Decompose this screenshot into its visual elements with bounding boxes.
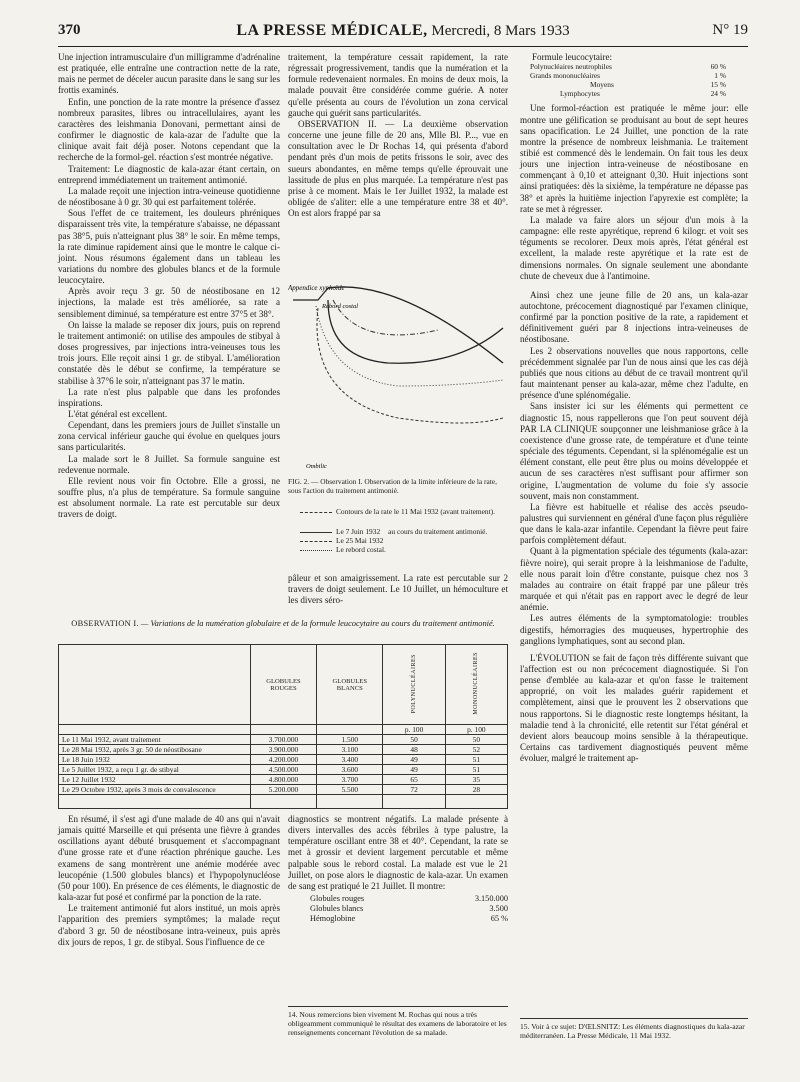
table-corner	[59, 645, 251, 725]
table-cell: 3.400	[317, 755, 383, 765]
table-caption-text: — Variations de la numération globulaire et de la formule leucocytaire au cours du traitement antimonié.	[140, 619, 495, 628]
table-cell: 5.200.000	[250, 785, 316, 795]
blood-exam-list	[288, 894, 508, 924]
paragraph: En résumé, il s'est agi d'une malade de 40 ans qui n'avait jamais quitté Marseille et qui présenta une fièvre à grandes oscillations ayant débuté brusquement et s'accompagnant d'une grosse rate et d'une réaction phrénique gauche. Les examens de sang montrèrent une anémie modérée avec leucopénie (1.500 globules blancs) et l'hypopolynucléose (50 pour 100). En présence de ces éléments, le diagnostic de kala-azar fut posé et confirmé par la ponction de la rate.	[58, 814, 280, 903]
header-red-cells: GLOBULES ROUGES	[250, 645, 316, 725]
table-row	[59, 755, 508, 765]
spacer	[520, 282, 748, 290]
table-cell	[317, 725, 383, 735]
table-row	[59, 765, 508, 775]
paragraph: La fièvre est habituelle et réalise des accès pseudo-palustres qui surviennent en général d'une façon plus régulière que dans le kala-azar infantile. Cependant la fièvre peut faire parfois complètement défaut.	[520, 501, 748, 546]
paragraph: La malade va faire alors un séjour d'un mois à la campagne: elle reste apyrétique, reprend 6 kilogr. et voit ses téguments se recolorer. Deux mois après, l'état général est excellent, la malade reste apyrétique et la rate est de dimensions normales. On signale seulement une abondante chute de cheveux due à l'antimoine.	[520, 214, 748, 281]
legend-text: Le 25 Mai 1932	[336, 536, 384, 546]
paragraph: diagnostics se montrent négatifs. La malade présente à divers intervalles des accès fébriles à type palustre, la température oscillant entre 38 et 40°. Cependant, la rate se met à grossir et devient largement percutable et même palpable sous le rebord costal. La malade est vue le 21 Juillet, on pose alors le diagnostic de kala-azar. Un examen de sang est pratiqué le 21 Juillet. Il montre:	[288, 814, 508, 891]
list-item	[310, 904, 508, 914]
table-cell: 35	[445, 775, 507, 785]
legend-item	[300, 546, 508, 555]
figure-caption: FIG. 2. — Observation I. Observation de la limite inférieure de la rate, sous l'action du traitement antimonié.	[288, 477, 497, 495]
column-2	[288, 52, 508, 219]
legend-item	[300, 528, 508, 537]
column-2-continued	[288, 573, 508, 606]
leucocyte-formula	[520, 63, 748, 98]
legend-text: Le 7 Juin 1932	[336, 527, 381, 537]
table-row	[59, 775, 508, 785]
table-cell: 3.700.000	[250, 735, 316, 745]
paragraph: Quant à la pigmentation spéciale des téguments (kala-azar: fièvre noire), qui serait propre à la leishmaniose de l'adulte, elle nous parait loin d'être constante, puisque chez nos 3 malades au contraire on était frappé par une pâleur très marquée et qui n'était pas en rapport avec le degré de leur anémie.	[520, 546, 748, 613]
table-cell: 50	[383, 735, 445, 745]
column-1-bottom	[58, 814, 280, 948]
observation-2-intro: OBSERVATION II. — La deuxième observation concerne une jeune fille de 20 ans, Mlle Bl. P..., vue en consultation avec le Dr Rochas 14, qui présenta d'abord pendant près d'un mois de petits frissons le soir, avec des sueurs abondantes, en même temps qu'elle éprouvait une lassitude de plus en plus marquée. La température n'est pas prise à ce moment. Mais le 1er Juillet 1932, la malade est obligée de s'aliter: elle a une température entre 38 et 40°. On est alors frappé par sa	[288, 118, 508, 219]
header-mono-text: MONONUCLÉAIRES	[473, 652, 480, 715]
figure-label-costal: Rebord costal	[322, 303, 359, 310]
paragraph: Les 2 observations nouvelles que nous rapportons, celle précédemment signalée par l'un de nous ainsi que les cas déjà publiés que nous citions au début de ce travail montrent qu'il faut maintenant penser au kala-azar, même chez l'adulte, en présence d'une splénomégalie.	[520, 345, 748, 401]
list-value: 24 %	[710, 88, 726, 98]
header-white-cells: GLOBULES BLANCS	[317, 645, 383, 725]
row-label: Le 5 Juillet 1932, a reçu 1 gr. de stibyal	[59, 765, 251, 775]
table-cell: 52	[445, 745, 507, 755]
legend-brace-text: au cours du traitement antimonié.	[388, 527, 488, 537]
list-value: 3.500	[489, 904, 508, 914]
table-cell	[383, 795, 445, 809]
paragraph: La malade sort le 8 Juillet. Sa formule sanguine est redevenue normale.	[58, 453, 280, 475]
legend-line	[300, 512, 332, 513]
table-cell: 28	[445, 785, 507, 795]
table-row	[59, 795, 508, 809]
costal-margin-curve	[328, 287, 503, 363]
blood-count-table	[58, 644, 508, 809]
table-caption	[58, 619, 508, 630]
figure-label-appendix: Appendice xyphoïde	[288, 284, 345, 292]
table-cell	[59, 725, 251, 735]
paragraph: L'ÉVOLUTION se fait de façon très différente suivant que l'affection est ou non précocement diagnostiquée. Si l'on pense d'emblée au kala-azar et qu'on fasse le traitement approprié, on voit les malades guérir rapidement et complètement, ainsi que le prouvent les 2 observations que nous rapportons. Si le diagnostic reste longtemps hésitant, la maladie tend à la chronicité, elle retentit sur l'état général et devient alors beaucoup moins sensible à la thérapeutique. Certains cas tardivement diagnostiqués peuvent même évoluer, malgré le traitement ap-	[520, 652, 748, 764]
list-value: 65 %	[490, 914, 508, 924]
table-row	[59, 785, 508, 795]
row-label: Le 11 Mai 1932, avant traitement	[59, 735, 251, 745]
table-cell	[59, 795, 251, 809]
table-cell: 3.900.000	[250, 745, 316, 755]
page-header	[58, 22, 748, 47]
list-value: 1 %	[714, 70, 726, 80]
table-cell: 3.100	[317, 745, 383, 755]
table-cell: 1.500	[317, 735, 383, 745]
table-cell	[250, 795, 316, 809]
list-value: 15 %	[710, 79, 726, 89]
column-1	[58, 52, 280, 521]
table-row	[59, 745, 508, 755]
formula-title: Formule leucocytaire:	[532, 52, 613, 62]
paragraph: Après avoir reçu 3 gr. 50 de néostibosane en 12 injections, la malade est très améliorée, sa rate a sensiblement diminué, sa température est entre 37°5 et 38°.	[58, 286, 280, 319]
paragraph: Elle revient nous voir fin Octobre. Elle a grossi, ne souffre plus, n'a plus de température. Sa formule sanguine est absolument normale. La rate est percutable sur deux travers de doigt.	[58, 475, 280, 520]
table-cell: 50	[445, 735, 507, 745]
table-cell: 51	[445, 765, 507, 775]
paragraph: Une injection intramusculaire d'un milligramme d'adrénaline est pratiquée, elle entraîne une contraction nette de la rate, mais ne permet de déceler aucun parasite dans le sang sur les frottis examinés.	[58, 52, 280, 96]
footnote-15: 15. Voir à ce sujet: D'ŒLSNITZ: Les éléments diagnostiques du kala-azar méditerranéen. La Presse Médicale, 11 Mai 1932.	[520, 1018, 748, 1041]
table-cell: 49	[383, 765, 445, 775]
figure-label-ombilic: Ombilic	[306, 463, 327, 470]
row-label: Le 28 Mai 1932, après 3 gr. 50 de néostibosane	[59, 745, 251, 755]
list-key: Globules blancs	[310, 904, 364, 914]
issue-date: Mercredi, 8 Mars 1933	[431, 23, 570, 39]
paragraph: Sans insister ici sur les éléments qui permettent ce diagnostic 15, nous rappellerons que l'on peut souvent déjà PAR LA CLINIQUE soupçonner une leishmaniose grâce à la coexistence d'une grosse rate, de température et d'une teinte spéciale des téguments. Cependant, si la splénomégalie est un élément constant, elle peut être plus ou moins développée et aucun de ses caractères n'est suffisant pour affirmer son origine, L'augmentation de volume du foie s'y associe souvent, mais non constamment.	[520, 401, 748, 501]
list-key: Polynucléaires neutrophiles	[530, 62, 612, 72]
masthead	[58, 22, 748, 40]
legend-line	[300, 550, 332, 551]
paragraph: Ainsi chez une jeune fille de 20 ans, un kala-azar autochtone, précocement diagnostiqué par l'examen clinique, confirmé par la ponction positive de la rate, a rapidement et définitivement guéri par 8 injections intra-veineuses de néostibosane.	[520, 289, 748, 345]
header-mono	[445, 645, 507, 725]
list-value: 60 %	[710, 62, 726, 72]
paragraph: Les autres éléments de la symptomatologie: troubles digestifs, hémorragies des muqueuses, hypertrophie des ganglions lymphatiques, sont au second plan.	[520, 613, 748, 646]
table-caption-title: OBSERVATION I.	[71, 619, 139, 628]
table-cell: 65	[383, 775, 445, 785]
table-row	[59, 725, 508, 735]
list-key: Grands mononucléaires	[530, 70, 600, 80]
paragraph: L'état général est excellent.	[68, 409, 168, 419]
legend-text: Contours de la rate le 11 Mai 1932 (avant traitement).	[336, 507, 495, 517]
spleen-contour-figure	[288, 268, 508, 476]
legend-item	[300, 508, 508, 517]
paragraph: On laisse la malade se reposer dix jours, puis on reprend le traitement antimonié: on utilise des ampoules de stibyal à doses progressives, par injections intra-veineuses tous les trois jours. Elle reçoit ainsi 1 gr. de stibyal. L'amélioration constatée dès le début se confirme, la température se stabilise à 37°6 le soir, n'atteignant pas 37 le matin.	[58, 319, 280, 386]
list-key: Moyens	[590, 79, 614, 89]
list-item	[520, 90, 748, 99]
column-3	[520, 52, 748, 764]
issue-number: N° 19	[712, 22, 748, 38]
table-cell: 5.500	[317, 785, 383, 795]
table-cell: 4.200.000	[250, 755, 316, 765]
paragraph: Une formol-réaction est pratiquée le même jour: elle montre une gélification se produisant au bout de sept heures sans opacification. Le 24 Juillet, une ponction de la rate montre la présence de nombreux leishmania. Le traitement stibié est commencé dès le lendemain. On fait tous les deux jours une injection intra-veineuse de néostibosane en commençant à 0,10 et atteignant 0,30. Huit injections sont ainsi pratiquées: dès la sixième, la température ne dépasse pas 38° et après la huitième injection l'apyrexie est complète; la rate se met à régresser.	[520, 103, 748, 214]
figure-legend	[300, 508, 508, 555]
table-cell: 49	[383, 755, 445, 765]
table-cell	[317, 795, 383, 809]
row-label: Le 12 Juillet 1932	[59, 775, 251, 785]
legend-text: Le rebord costal.	[336, 545, 386, 555]
header-poly-text: POLYNUCLÉAIRES	[411, 653, 418, 714]
table-cell: 72	[383, 785, 445, 795]
paragraph: Le traitement antimonié fut alors institué, un mois après l'apparition des premiers symptômes; la malade reçut d'abord 3 gr. 50 de néostibosane intra-veineux, puis après dix jours de repos, 1 gr. de stibyal. Sous l'influence de ce	[58, 903, 280, 947]
paragraph: Traitement: Le diagnostic de kala-azar étant certain, on entreprend immédiatement un traitement antimonié.	[58, 163, 280, 185]
table-cell: 4.800.000	[250, 775, 316, 785]
unit-cell: p. 100	[445, 725, 507, 735]
table-cell: 3.700	[317, 775, 383, 785]
legend-line	[300, 532, 332, 533]
paragraph: pâleur et son amaigrissement. La rate est percutable sur 2 travers de doigt seulement. Le 10 Juillet, un hémoculture et les divers séro-	[288, 573, 508, 606]
table-cell: 3.600	[317, 765, 383, 775]
table-cell: 4.500.000	[250, 765, 316, 775]
table-cell	[445, 795, 507, 809]
list-key: Globules rouges	[310, 894, 365, 904]
list-value: 3.150.000	[474, 894, 508, 904]
spleen-contour-dashed	[317, 308, 503, 423]
list-key: Lymphocytes	[560, 88, 600, 98]
legend-item	[300, 537, 508, 546]
paragraph: La malade reçoit une injection intra-veineuse quotidienne de néostibosane à 0 gr. 30 qui est parfaitement tolérée.	[58, 185, 280, 208]
footnote-14: 14. Nous remercions bien vivement M. Rochas qui nous a très obligeamment communiqué le résultat des examens de laboratoire et les renseignements concernant l'évolution de sa malade.	[288, 1006, 508, 1038]
table-cell: 51	[445, 755, 507, 765]
table-cell	[250, 725, 316, 735]
paragraph: traitement, la température cessait rapidement, la rate régressait progressivement, tandis que la numération et la formule redevenaient normales. En moins de deux mois, la malade pouvait être considérée comme guérie. A noter qu'elle présenta au cours de l'évolution un zona cervical gauche qui guérit sans particularités.	[288, 52, 508, 118]
row-label: Le 18 Juin 1932	[59, 755, 251, 765]
table-header-row	[59, 645, 508, 725]
journal-title: LA PRESSE MÉDICALE,	[236, 22, 428, 39]
paragraph: Sous l'effet de ce traitement, les douleurs phréniques disparaissent très vite, la température s'abaisse, ne dépassant pas 38°5, puis n'atteignant plus 38° le soir. En même temps, la rate diminue rapidement ainsi que le montre le calque ci-joint. Nous résumons également dans un tableau les variations du nombre des globules blancs et de la formule leucocytaire.	[58, 208, 280, 286]
list-item	[310, 914, 508, 924]
table-cell: 48	[383, 745, 445, 755]
list-key: Hémoglobine	[310, 914, 356, 924]
page-number: 370	[58, 22, 81, 38]
list-item	[310, 894, 508, 904]
row-label: Le 29 Octobre 1932, après 3 mois de convalescence	[59, 785, 251, 795]
unit-cell: p. 100	[383, 725, 445, 735]
paragraph: Enfin, une ponction de la rate montre la présence d'assez nombreux parasites, libres ou intracellulaires, ayant les caractères des leishmania Donovani, permettant ainsi de confirmer le diagnostic de kala-azar de l'adulte que la clinique avait fait déjà poser. Notons cependant que la recherche de la formol-gel. réaction s'est montrée négative.	[58, 96, 280, 163]
paragraph: La rate n'est plus palpable que dans les profondes inspirations.	[58, 386, 280, 408]
table-row	[59, 735, 508, 745]
column-2-bottom	[288, 814, 508, 924]
paragraph: Cependant, dans les premiers jours de Juillet s'installe un zona cervical inférieur gauche qui évolue en quelques jours sans particularités.	[58, 420, 280, 453]
header-poly	[383, 645, 445, 725]
legend-line	[300, 541, 332, 542]
